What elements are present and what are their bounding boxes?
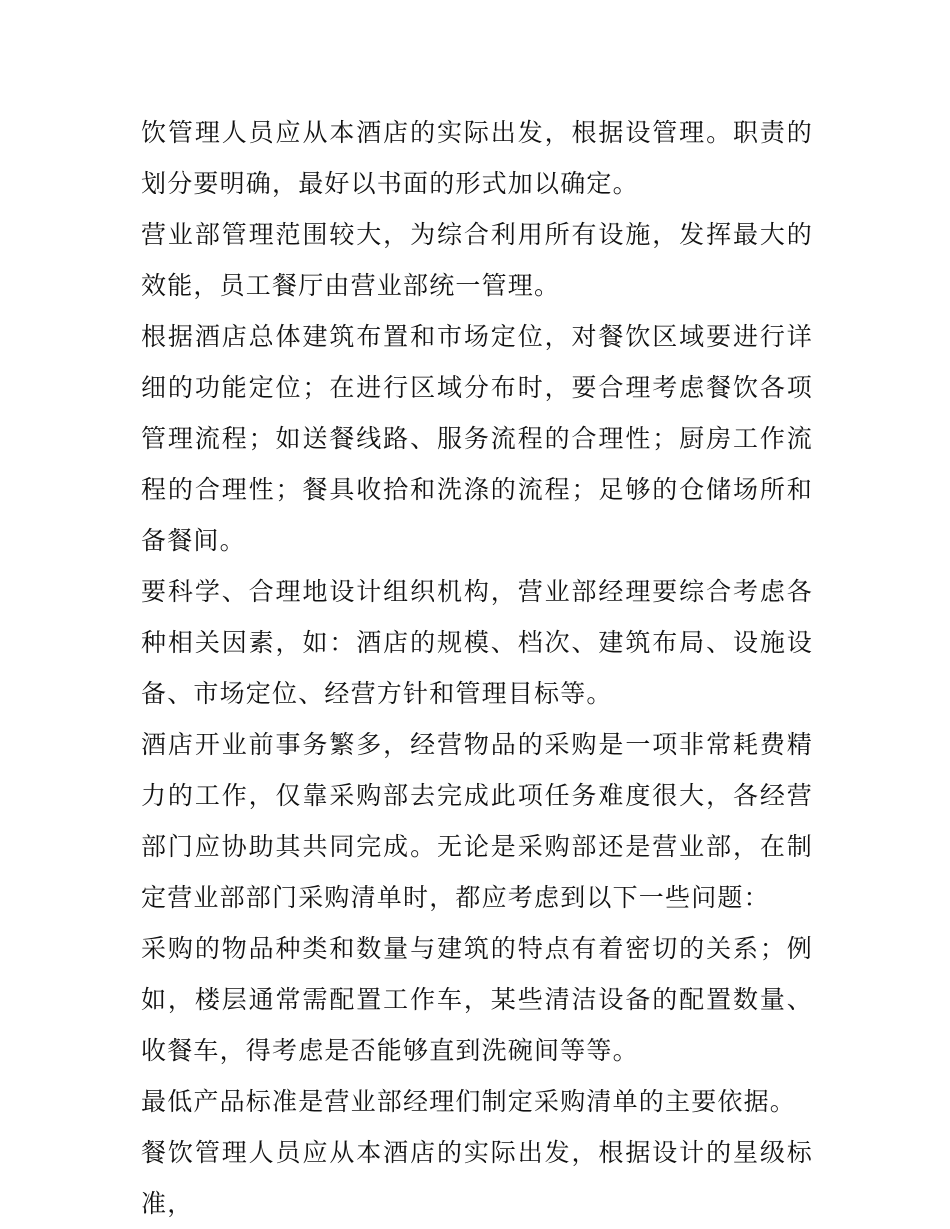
paragraph-6: 采购的物品种类和数量与建筑的特点有着密切的关系；例如，楼层通常需配置工作车，某些清洁设备的配置数量、收餐车，得考虑是否能够直到洗碗间等等。 xyxy=(141,934,813,1065)
paragraph-3: 根据酒店总体建筑布置和市场定位，对餐饮区域要进行详细的功能定位；在进行区域分布时，要合理考虑餐饮各项管理流程；如送餐线路、服务流程的合理性；厨房工作流程的合理性；餐具收拾和洗涤的流程；足够的仓储场所和备餐间。 xyxy=(141,322,813,555)
paragraph-5: 酒店开业前事务繁多，经营物品的采购是一项非常耗费精力的工作，仅靠采购部去完成此项任务难度很大，各经营部门应协助其共同完成。无论是采购部还是营业部，在制定营业部部门采购清单时，都应考虑到以下一些问题： xyxy=(141,730,813,912)
paragraph-4: 要科学、合理地设计组织机构，营业部经理要综合考虑各种相关因素，如：酒店的规模、档次、建筑布局、设施设备、市场定位、经营方针和管理目标等。 xyxy=(141,577,813,708)
paragraph-8: 餐饮管理人员应从本酒店的实际出发，根据设计的星级标准， xyxy=(141,1138,813,1218)
document-body xyxy=(141,107,813,1229)
paragraph-2: 营业部管理范围较大，为综合利用所有设施，发挥最大的效能，员工餐厅由营业部统一管理。 xyxy=(141,220,813,300)
paragraph-7: 最低产品标准是营业部经理们制定采购清单的主要依据。 xyxy=(141,1087,797,1116)
paragraph-1: 饮管理人员应从本酒店的实际出发，根据设管理。职责的划分要明确，最好以书面的形式加以确定。 xyxy=(141,118,813,198)
